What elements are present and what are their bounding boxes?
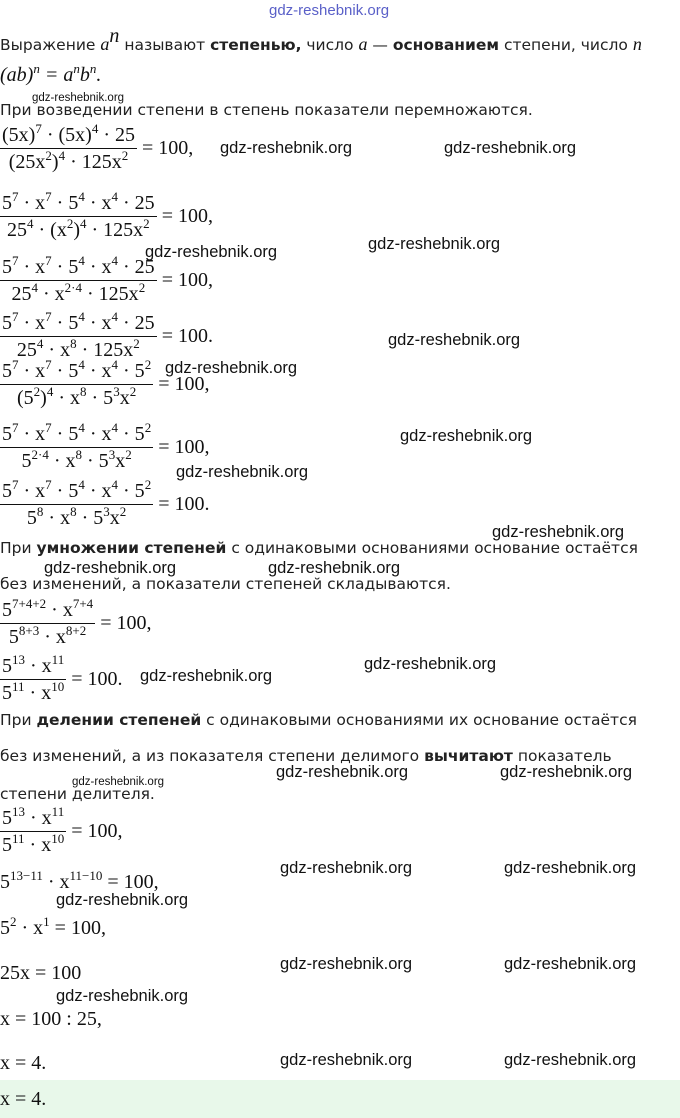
text: —	[367, 36, 393, 54]
watermark: gdz-reshebnik.org	[444, 139, 577, 157]
m: · x	[43, 339, 71, 361]
m: (25x	[8, 151, 46, 173]
s: 8	[80, 384, 87, 399]
s: 13−11	[10, 868, 43, 883]
fraction	[0, 596, 95, 648]
bold-term: вычитают	[424, 747, 513, 765]
m: 5	[2, 480, 12, 502]
m: (5x)	[2, 124, 36, 146]
fraction	[0, 804, 66, 856]
denominator	[0, 148, 137, 173]
text: с одинаковыми основаниями основание остаётся	[226, 539, 638, 557]
m: · (x	[33, 219, 67, 241]
m: 5	[26, 507, 37, 529]
numerator	[0, 652, 66, 679]
s: 4	[58, 148, 66, 163]
rhs: = 100,	[158, 436, 210, 458]
m: · 5	[118, 480, 145, 502]
m: (5	[17, 387, 34, 409]
s: 4	[46, 384, 54, 399]
s: 11	[12, 679, 25, 694]
m: · x	[84, 192, 112, 214]
m: = 100,	[102, 871, 159, 893]
s: 4	[78, 357, 85, 372]
fraction	[0, 652, 66, 704]
m: · 5	[76, 507, 104, 529]
rhs: = 100.	[71, 668, 123, 690]
denominator	[0, 623, 95, 648]
watermark: gdz-reshebnik.org	[56, 891, 189, 909]
s: 3	[108, 447, 116, 462]
m: x	[109, 507, 120, 529]
math: n	[632, 34, 642, 54]
text: с одинаковыми основаниями их основание остаётся	[201, 711, 637, 729]
s: 2	[33, 384, 41, 399]
m: x	[119, 387, 130, 409]
s: 2	[45, 148, 52, 163]
denominator	[0, 679, 66, 704]
math: a	[358, 34, 368, 54]
text: называют	[119, 36, 211, 54]
rhs: = 100,	[141, 137, 194, 159]
watermark: gdz-reshebnik.org	[165, 359, 298, 377]
m: )	[51, 151, 59, 173]
m: · x	[84, 312, 112, 334]
m: 5	[8, 626, 19, 648]
math: a	[100, 34, 110, 54]
m: · x	[42, 871, 70, 893]
math: = a	[39, 64, 74, 86]
m: · 5	[118, 360, 145, 382]
s: 11	[51, 804, 65, 819]
answer-box	[0, 1080, 680, 1118]
m: 25	[16, 339, 37, 361]
s: 4	[111, 420, 119, 435]
m: · 5	[118, 423, 145, 445]
m: · x	[25, 655, 52, 677]
s: 8+2	[65, 623, 87, 638]
s: 7+4+2	[12, 596, 47, 611]
s: 4	[27, 216, 34, 231]
m: 5	[2, 312, 12, 334]
watermark: gdz-reshebnik.org	[400, 427, 533, 445]
rhs: = 100.	[158, 493, 210, 515]
equation-3	[0, 253, 213, 305]
m: )	[73, 219, 80, 241]
s: 7	[45, 420, 52, 435]
m: · 5	[51, 192, 79, 214]
s: 11	[51, 652, 65, 667]
s: 2	[143, 216, 150, 231]
m: 5	[2, 192, 12, 214]
s: 7	[35, 121, 42, 136]
math: b	[79, 64, 90, 86]
denominator	[0, 280, 157, 305]
text: При	[0, 539, 37, 557]
numerator	[0, 596, 95, 623]
s: 2·4	[31, 447, 49, 462]
equation-1	[0, 121, 194, 173]
m: · x	[38, 283, 65, 305]
m: · 5	[51, 360, 79, 382]
m: · 125x	[65, 151, 122, 173]
m: · x	[18, 256, 46, 278]
m: · x	[24, 682, 52, 704]
numerator	[0, 477, 153, 504]
s: 4	[78, 420, 85, 435]
m: 5	[0, 871, 10, 893]
m: · x	[84, 423, 112, 445]
fraction	[0, 189, 157, 241]
s: 8	[70, 336, 77, 351]
rhs: = 100,	[158, 373, 210, 395]
watermark: gdz-reshebnik.org	[176, 463, 309, 481]
math-sup: n	[33, 61, 40, 76]
s: 4	[111, 253, 119, 268]
m: · 5	[51, 312, 79, 334]
denominator	[0, 447, 153, 472]
rule-division-line1	[0, 711, 637, 730]
watermark: gdz-reshebnik.org	[32, 92, 125, 104]
s: 10	[51, 679, 65, 694]
m: 5	[2, 834, 12, 856]
m: · x	[84, 480, 112, 502]
text: При	[0, 711, 37, 729]
m: · x	[16, 917, 44, 939]
s: 1	[43, 914, 50, 929]
equation-12	[0, 914, 106, 940]
s: 3	[113, 384, 120, 399]
m: · x	[43, 507, 71, 529]
watermark: gdz-reshebnik.org	[364, 655, 497, 673]
s: 8	[36, 504, 44, 519]
m: · 5	[82, 450, 109, 472]
m: 5	[2, 682, 12, 704]
m: · 25	[118, 312, 155, 334]
fraction	[0, 309, 157, 361]
m: · 125x	[82, 283, 139, 305]
s: 13	[12, 652, 25, 667]
m: · 5	[86, 387, 114, 409]
m: · 25	[118, 192, 155, 214]
s: 2	[138, 280, 146, 295]
equation-14: x = 100 : 25,	[0, 1008, 102, 1030]
s: 8	[75, 447, 83, 462]
s: 2	[66, 216, 74, 231]
bold-term: степенью,	[210, 36, 302, 54]
s: 4	[36, 336, 44, 351]
m: 5	[21, 450, 32, 472]
fraction	[0, 357, 153, 409]
m: · x	[24, 834, 52, 856]
s: 4	[78, 477, 85, 492]
m: · (5x)	[41, 124, 92, 146]
watermark: gdz-reshebnik.org	[280, 1051, 413, 1069]
numerator	[0, 189, 157, 216]
m: · 5	[51, 480, 79, 502]
formula-ab-power	[0, 61, 102, 87]
equation-2	[0, 189, 213, 241]
watermark: gdz-reshebnik.org	[492, 523, 625, 541]
watermark: gdz-reshebnik.org	[504, 859, 637, 877]
s: 3	[103, 504, 110, 519]
m: · 25	[98, 124, 135, 146]
m: · 5	[51, 256, 79, 278]
s: 7	[45, 309, 52, 324]
watermark: gdz-reshebnik.org	[504, 955, 637, 973]
m: = 100,	[49, 917, 106, 939]
watermark: gdz-reshebnik.org	[388, 331, 521, 349]
numerator	[0, 121, 137, 148]
s: 4	[111, 189, 119, 204]
denominator	[0, 831, 66, 856]
watermark: gdz-reshebnik.org	[280, 859, 413, 877]
s: 4	[78, 253, 85, 268]
equation-4	[0, 309, 213, 361]
bold-term: умножении степеней	[36, 539, 227, 557]
s: 2	[125, 447, 132, 462]
math: .	[96, 64, 102, 86]
watermark: gdz-reshebnik.org	[145, 243, 278, 261]
bold-term: основанием	[392, 36, 500, 54]
fraction	[0, 477, 153, 529]
s: 4	[111, 477, 119, 492]
s: 2	[144, 357, 152, 372]
s: 2	[144, 477, 152, 492]
s: 2	[133, 336, 140, 351]
m: · x	[25, 807, 52, 829]
watermark: gdz-reshebnik.org	[220, 139, 353, 157]
m: 5	[2, 599, 12, 621]
s: 7	[45, 253, 52, 268]
denominator	[0, 216, 157, 241]
math-sup: n	[73, 61, 80, 76]
watermark: gdz-reshebnik.org	[500, 763, 633, 781]
s: 7	[12, 309, 19, 324]
s: 8+3	[18, 623, 40, 638]
fraction	[0, 253, 157, 305]
math-sup: n	[109, 25, 120, 47]
watermark: gdz-reshebnik.org	[72, 776, 165, 788]
text: без изменений, а из показателя степени делимого	[0, 747, 425, 765]
watermark: gdz-reshebnik.org	[276, 763, 409, 781]
watermark: gdz-reshebnik.org	[504, 1051, 637, 1069]
m: · 25	[118, 256, 155, 278]
m: · x	[18, 360, 46, 382]
fraction	[0, 121, 137, 173]
s: 7	[45, 357, 52, 372]
rhs: = 100,	[100, 612, 152, 634]
fraction	[0, 420, 153, 472]
numerator	[0, 309, 157, 336]
m: · 125x	[76, 339, 134, 361]
m: · x	[53, 387, 81, 409]
site-link[interactable]: gdz-reshebnik.org	[269, 2, 390, 19]
denominator	[0, 504, 153, 529]
s: 8	[70, 504, 77, 519]
math-sup: n	[89, 61, 97, 76]
m: · x	[18, 192, 46, 214]
watermark: gdz-reshebnik.org	[56, 987, 189, 1005]
rhs: = 100.	[161, 325, 213, 347]
watermark: gdz-reshebnik.org	[280, 955, 413, 973]
s: 2	[144, 420, 152, 435]
m: · 125x	[86, 219, 144, 241]
s: 2	[129, 384, 137, 399]
s: 7	[12, 477, 19, 492]
s: 4	[80, 216, 87, 231]
s: 7	[12, 420, 19, 435]
numerator	[0, 804, 66, 831]
answer: x = 4.	[0, 1088, 47, 1110]
rule-division-line3: степени делителя.	[0, 785, 155, 803]
m: 5	[2, 655, 12, 677]
watermark: gdz-reshebnik.org	[140, 667, 273, 685]
numerator	[0, 420, 153, 447]
equation-9	[0, 652, 123, 704]
m: · x	[39, 626, 66, 648]
rhs: = 100,	[161, 205, 213, 227]
text: показатель	[512, 747, 612, 765]
rule-multiplication-line2: без изменений, а показатели степеней складываются.	[0, 575, 451, 593]
m: 5	[2, 360, 12, 382]
m: · x	[84, 360, 112, 382]
s: 7	[45, 477, 52, 492]
s: 7	[12, 357, 19, 372]
rhs: = 100,	[161, 269, 213, 291]
m: 5	[0, 917, 10, 939]
m: · x	[18, 312, 46, 334]
numerator	[0, 253, 157, 280]
m: · x	[18, 480, 46, 502]
equation-15: x = 4.	[0, 1052, 47, 1074]
text: Выражение	[0, 36, 101, 54]
equation-7	[0, 477, 210, 529]
s: 10	[51, 831, 65, 846]
rule-power-of-power: При возведении степени в степень показатели перемножаются.	[0, 101, 533, 119]
s: 7+4	[72, 596, 94, 611]
numerator	[0, 357, 153, 384]
m: 5	[2, 807, 12, 829]
m: )	[40, 387, 47, 409]
s: 7	[12, 189, 19, 204]
s: 2·4	[64, 280, 83, 295]
s: 4	[91, 121, 99, 136]
m: 25	[11, 283, 32, 305]
m: 5	[2, 256, 12, 278]
rhs: = 100,	[71, 820, 123, 842]
math: (ab)	[0, 64, 34, 86]
s: 4	[78, 309, 85, 324]
bold-term: делении степеней	[36, 711, 202, 729]
denominator	[0, 384, 153, 409]
m: · x	[46, 599, 73, 621]
m: · x	[18, 423, 46, 445]
s: 2	[121, 148, 129, 163]
m: · 5	[51, 423, 79, 445]
s: 11−10	[69, 868, 103, 883]
s: 13	[12, 804, 25, 819]
text: степени, число	[499, 36, 633, 54]
s: 2	[119, 504, 127, 519]
m: · x	[84, 256, 112, 278]
intro-paragraph-line1	[0, 25, 642, 55]
watermark: gdz-reshebnik.org	[368, 235, 501, 253]
m: · x	[48, 450, 76, 472]
s: 4	[111, 309, 119, 324]
s: 11	[12, 831, 25, 846]
m: x	[115, 450, 126, 472]
m: 25	[7, 219, 27, 241]
equation-10	[0, 804, 123, 856]
equation-13: 25x = 100	[0, 962, 82, 984]
text: число	[301, 36, 359, 54]
watermark: gdz-reshebnik.org	[44, 559, 177, 577]
equation-8	[0, 596, 152, 648]
s: 4	[31, 280, 38, 295]
s: 7	[12, 253, 19, 268]
s: 7	[45, 189, 52, 204]
watermark: gdz-reshebnik.org	[268, 559, 401, 577]
s: 4	[111, 357, 119, 372]
m: 5	[2, 423, 12, 445]
s: 4	[78, 189, 85, 204]
s: 2	[10, 914, 17, 929]
